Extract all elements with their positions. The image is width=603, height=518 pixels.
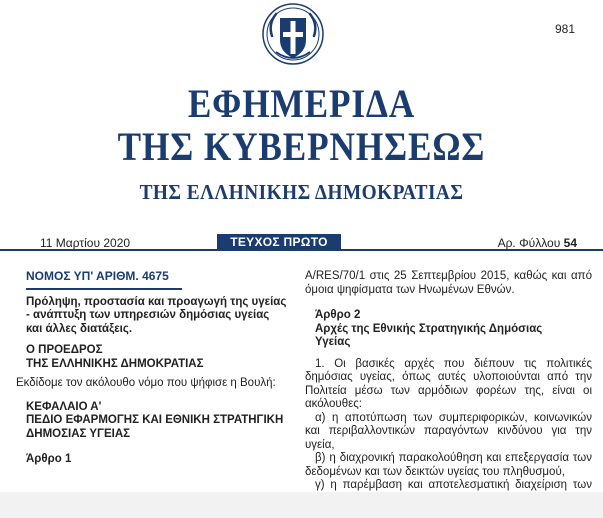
intro-text: A/RES/70/1 στις 25 Σεπτεμβρίου 2015, καθώς και από όμοια ψηφίσματα των Ηνωμένων Εθνών. <box>305 270 592 296</box>
sheet-value: 54 <box>563 236 577 250</box>
masthead-subtitle: ΤΗΣ ΕΛΛΗΝΙΚΗΣ ΔΗΜΟΚΡΑΤΙΑΣ <box>139 180 464 204</box>
sheet-number <box>498 236 577 250</box>
issue-date: 11 Μαρτίου 2020 <box>40 236 131 250</box>
sheet-label: Αρ. Φύλλου <box>497 236 561 250</box>
law-title-rule <box>26 288 182 290</box>
law-title: ΝΟΜΟΣ ΥΠ' ΑΡΙΘΜ. 4675 <box>26 269 169 283</box>
issue-badge: ΤΕΥΧΟΣ ΠΡΩΤΟ <box>217 234 341 251</box>
right-column <box>305 270 592 506</box>
left-column <box>16 270 288 467</box>
greek-coat-of-arms-icon <box>262 2 324 66</box>
article-2-item-a: α) η αποτύπωση των συμπεριφορικών, κοινωνικών και περιβαλλοντικών παραγόντων κινδύνου για την υγεία, <box>305 411 592 451</box>
chapter-title: ΠΕΔΙΟ ΕΦΑΡΜΟΓΗΣ ΚΑΙ ΕΘΝΙΚΗ ΣΤΡΑΤΗΓΙΚΗ ΔΗΜΟΣΙΑΣ ΥΓΕΙΑΣ <box>26 414 284 440</box>
article-2-item-b: β) η διαχρονική παρακολούθηση και επεξεργασία των δεδομένων και των δεικτών υγείας του πληθυσμού, <box>305 452 592 478</box>
president-line2: ΤΗΣ ΕΛΛΗΝΙΚΗΣ ΔΗΜΟΚΡΑΤΙΑΣ <box>26 357 204 370</box>
page-number: 981 <box>554 22 575 36</box>
masthead-title-line1: ΕΦΗΜΕΡΙΔΑ <box>187 81 416 126</box>
article-2-label: Άρθρο 2 <box>315 309 361 321</box>
president-line1: Ο ΠΡΟΕΔΡΟΣ <box>26 344 103 356</box>
article-2-item-c: γ) η παρέμβαση και αποτελεσματική διαχείριση των <box>315 479 592 491</box>
info-bar <box>0 234 603 254</box>
article-2-para-1: 1. Οι βασικές αρχές που διέπουν τις πολιτικές δημόσιας υγείας, όπως αυτές υλοποιούνται από την Πολιτεία μέσω των αρμόδιων φορέων της, είναι οι ακόλουθες: <box>305 357 592 410</box>
bottom-fade <box>0 492 603 518</box>
masthead-title-line2: ΤΗΣ ΚΥΒΕΡΝΗΣΕΩΣ <box>117 124 486 169</box>
article-2-title: Αρχές της Εθνικής Στρατηγικής Δημόσιας Υγείας <box>315 322 543 348</box>
law-subject: Πρόληψη, προστασία και προαγωγή της υγείας - ανάπτυξη των υπηρεσιών δημόσιας υγείας και άλλες διατάξεις. <box>26 295 287 335</box>
article-1-label: Άρθρο 1 <box>26 453 72 465</box>
promulgation-text: Εκδίδομε τον ακόλουθο νόμο που ψήφισε η Βουλή: <box>16 377 276 389</box>
chapter-label: ΚΕΦΑΛΑΙΟ Α' <box>26 400 102 413</box>
